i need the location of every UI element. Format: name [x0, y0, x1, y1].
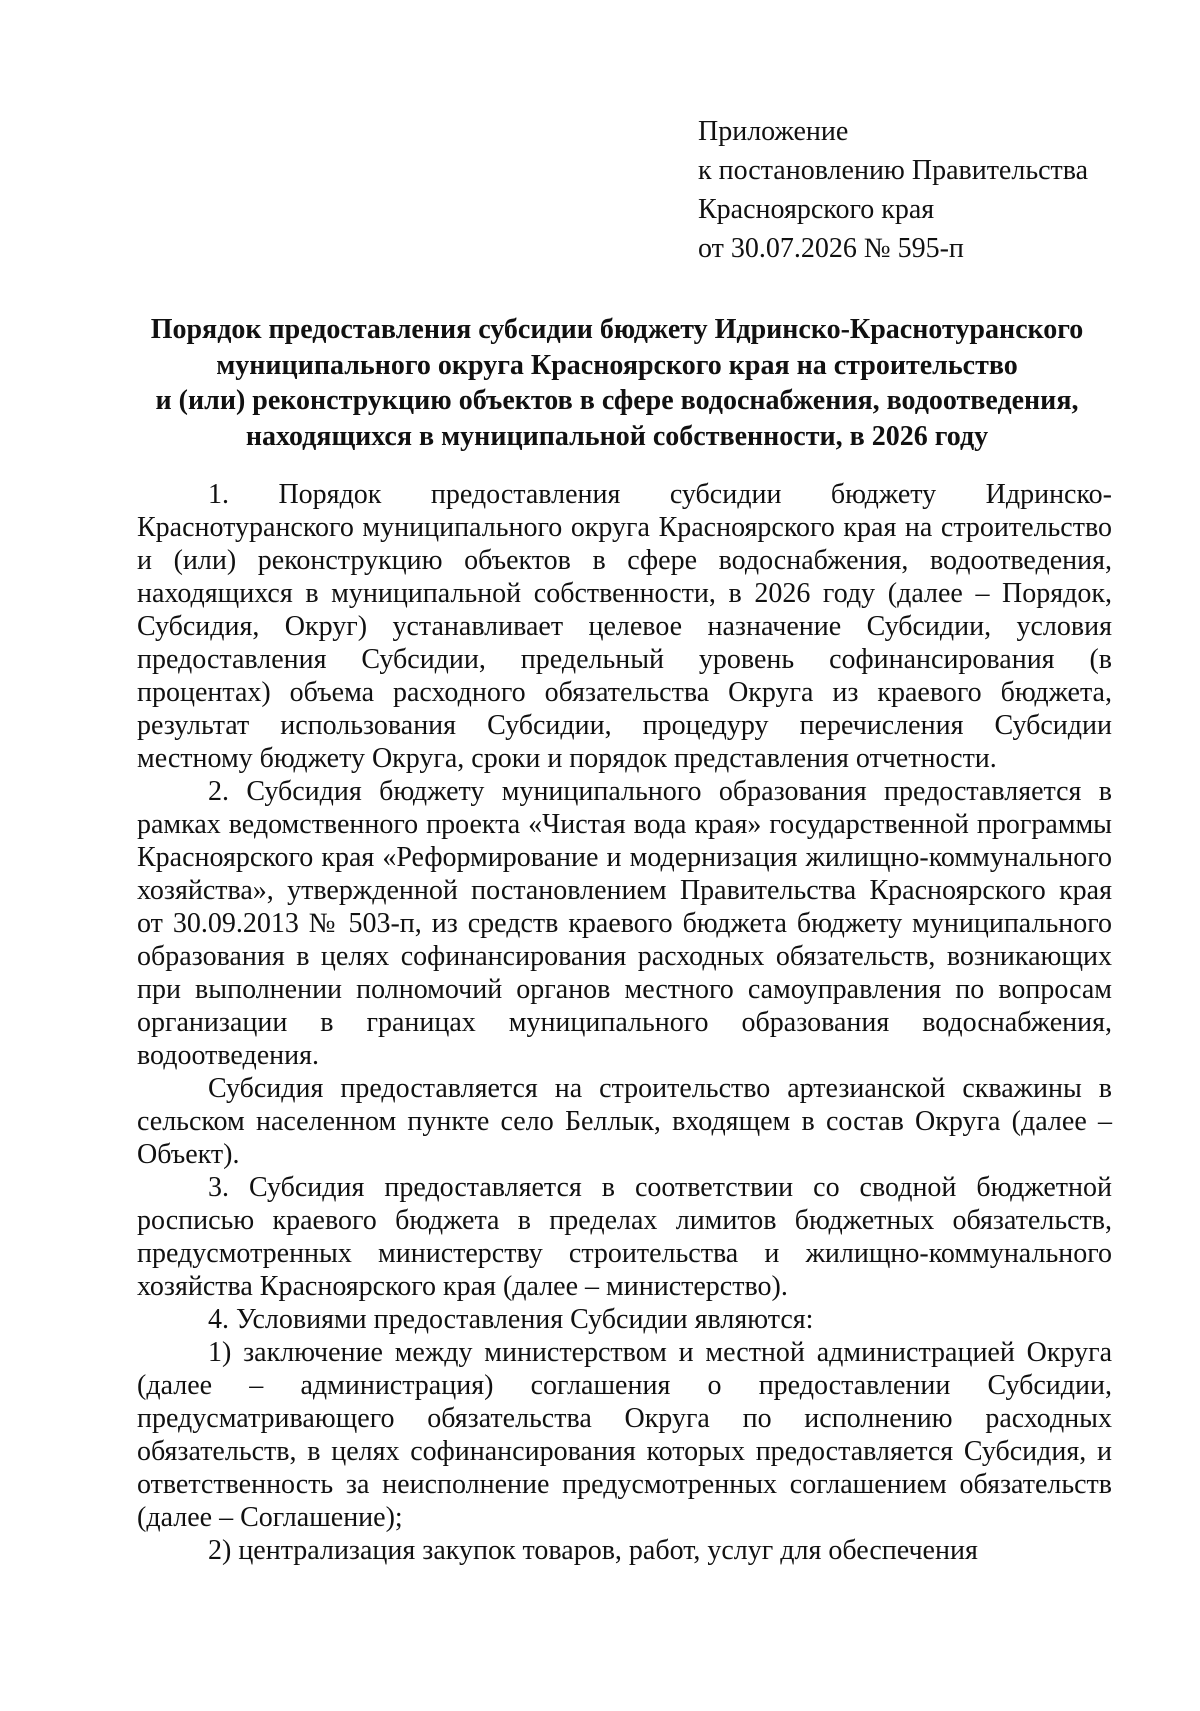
- paragraph-2: 2. Субсидия бюджету муниципального образования предоставляется в рамках ведомственного проекта «Чистая вода края» государственной программы Красноярского края «Реформирование и модернизация жилищно-коммунального хозяйства», утвержденной постановлением Правительства Красноярского края от 30.09.2013 № 503-п, из средств краевого бюджета бюджету муниципального образования в целях софинансирования расходных обязательств, возникающих при выполнении полномочий органов местного самоуправления по вопросам организации в границах муниципального образования водоснабжения, водоотведения.: [137, 776, 1112, 1071]
- document-title: [130, 312, 1104, 454]
- title-line: Порядок предоставления субсидии бюджету Идринско-Краснотуранского: [150, 314, 1084, 345]
- appendix-line: к постановлению Правительства: [698, 155, 1089, 186]
- paragraph-4-item-2: 2) централизация закупок товаров, работ, услуг для обеспечения: [208, 1535, 978, 1566]
- paragraph-1: 1. Порядок предоставления субсидии бюджету Идринско-Краснотуранского муниципального округа Красноярского края на строительство и (или) реконструкцию объектов в сфере водоснабжения, водоотведения, находящихся в муниципальной собственности, в 2026 году (далее – Порядок, Субсидия, Округ) устанавливает целевое назначение Субсидии, условия предоставления Субсидии, предельный уровень софинансирования (в процентах) объема расходного обязательства Округа из краевого бюджета, результат использования Субсидии, процедуру перечисления Субсидии местному бюджету Округа, сроки и порядок представления отчетности.: [137, 479, 1112, 774]
- document-body: [137, 478, 1112, 1567]
- title-line: и (или) реконструкцию объектов в сфере водоснабжения, водоотведения,: [155, 385, 1079, 416]
- paragraph-4: 4. Условиями предоставления Субсидии являются:: [208, 1304, 814, 1335]
- title-line: муниципального округа Красноярского края на строительство: [216, 349, 1018, 381]
- appendix-line: Красноярского края: [698, 194, 935, 225]
- appendix-line: от 30.07.2026 № 595-п: [698, 233, 964, 264]
- paragraph-3: 3. Субсидия предоставляется в соответствии со сводной бюджетной росписью краевого бюджета в пределах лимитов бюджетных обязательств, предусмотренных министерству строительства и жилищно-коммунального хозяйства Красноярского края (далее – министерство).: [137, 1172, 1112, 1302]
- appendix-header: [698, 112, 1088, 268]
- appendix-line: Приложение: [698, 116, 849, 147]
- paragraph-2-object: Субсидия предоставляется на строительство артезианской скважины в сельском населенном пункте село Беллык, входящем в состав Округа (далее – Объект).: [137, 1073, 1112, 1170]
- paragraph-4-item-1: 1) заключение между министерством и местной администрацией Округа (далее – администрация) соглашения о предоставлении Субсидии, предусматривающего обязательства Округа по исполнению расходных обязательств, в целях софинансирования которых предоставляется Субсидия, и ответственность за неисполнение предусмотренных соглашением обязательств (далее – Соглашение);: [137, 1337, 1112, 1533]
- title-line: находящихся в муниципальной собственности, в 2026 году: [245, 420, 989, 452]
